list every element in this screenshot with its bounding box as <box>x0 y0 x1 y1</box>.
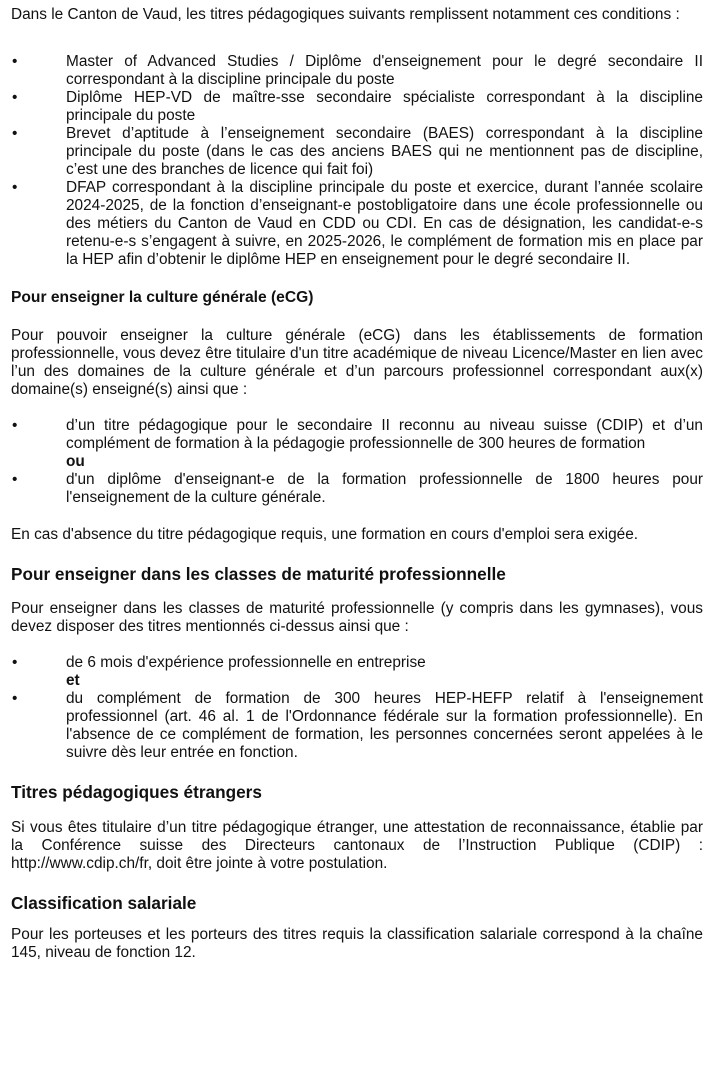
list-item <box>11 471 703 507</box>
ecg-heading: Pour enseigner la culture générale (eCG) <box>11 289 314 306</box>
list-item-text: d'un diplôme d'enseignant-e de la formation professionnelle de 1800 heures pour l'enseignement de la culture générale. <box>66 471 703 506</box>
list-item-text: DFAP correspondant à la discipline principale du poste et exercice, durant l’année scolaire 2024-2025, de la fonction d’enseignant-e postobligatoire dans une école professionnelle ou des métiers du Canton de Vaud en CDD ou CDI. En cas de désignation, les candidat-e-s retenu-e-s s’engagent à suivre, en 2025-2026, le complément de formation mis en place par la HEP afin d’obtenir le diplôme HEP en enseignement pour le degré secondaire II. <box>66 179 703 268</box>
bullet-icon: • <box>12 89 18 106</box>
vaud-titles-list <box>11 53 703 269</box>
bullet-icon: • <box>12 53 18 70</box>
list-item <box>11 179 703 269</box>
foreign-heading: Titres pédagogiques étrangers <box>11 782 262 802</box>
salary-paragraph: Pour les porteuses et les porteurs des titres requis la classification salariale correspond à la chaîne 145, niveau de fonction 12. <box>11 926 703 961</box>
list-item <box>11 53 703 89</box>
foreign-paragraph: Si vous êtes titulaire d’un titre pédagogique étranger, une attestation de reconnaissance, établie par la Conférence suisse des Directeurs cantonaux de l’Instruction Publique (CDIP) : http://www.cdip.ch/fr, doit être jointe à votre postulation. <box>11 819 703 872</box>
ecg-paragraph: Pour pouvoir enseigner la culture générale (eCG) dans les établissements de formation professionnelle, vous devez être titulaire d'un titre académique de niveau Licence/Master en lien avec l’un des domaines de la culture générale et d’un parcours professionnel correspondant aux(x) domaine(s) enseigné(s) ainsi que : <box>11 327 703 398</box>
list-item-text: de 6 mois d'expérience professionnelle en entreprise <box>66 654 426 671</box>
list-item-text: Master of Advanced Studies / Diplôme d'enseignement pour le degré secondaire II correspondant à la discipline principale du poste <box>66 53 703 88</box>
list-item-text: d’un titre pédagogique pour le secondaire II reconnu au niveau suisse (CDIP) et d’un complément de formation à la pédagogie professionnelle de 300 heures de formation <box>66 417 703 452</box>
bullet-icon: • <box>12 654 18 671</box>
list-item <box>11 417 703 453</box>
maturite-conjunction: et <box>66 672 80 689</box>
list-item-text: du complément de formation de 300 heures HEP-HEFP relatif à l'enseignement professionnel (art. 46 al. 1 de l'Ordonnance fédérale sur la formation professionnelle). En l'absence de ce complément de formation, les personnes concernées seront appelées à le suivre dès leur entrée en fonction. <box>66 690 703 761</box>
ecg-requirements-list-2 <box>11 471 703 507</box>
bullet-icon: • <box>12 125 18 142</box>
ecg-note: En cas d'absence du titre pédagogique requis, une formation en cours d'emploi sera exigée. <box>11 526 639 543</box>
maturite-requirements-list <box>11 654 703 672</box>
bullet-icon: • <box>12 471 18 488</box>
bullet-icon: • <box>12 179 18 196</box>
list-item <box>11 89 703 125</box>
maturite-paragraph: Pour enseigner dans les classes de maturité professionnelle (y compris dans les gymnases), vous devez disposer des titres mentionnés ci-dessus ainsi que : <box>11 600 703 635</box>
list-item <box>11 125 703 179</box>
intro-paragraph: Dans le Canton de Vaud, les titres pédagogiques suivants remplissent notamment ces conditions : <box>11 6 680 23</box>
list-item-text: Brevet d’aptitude à l’enseignement secondaire (BAES) correspondant à la discipline principale du poste (dans le cas des anciens BAES qui ne mentionnent pas de discipline, c’est une des branches de licence qui fait foi) <box>66 125 703 178</box>
salary-heading: Classification salariale <box>11 893 197 913</box>
ecg-requirements-list <box>11 417 703 453</box>
bullet-icon: • <box>12 417 18 434</box>
ecg-conjunction: ou <box>66 453 85 470</box>
list-item-text: Diplôme HEP-VD de maître-sse secondaire spécialiste correspondant à la discipline principale du poste <box>66 89 703 124</box>
list-item <box>11 690 703 762</box>
bullet-icon: • <box>12 690 18 707</box>
maturite-heading: Pour enseigner dans les classes de maturité professionnelle <box>11 564 506 584</box>
maturite-requirements-list-2 <box>11 690 703 762</box>
list-item <box>11 654 703 672</box>
